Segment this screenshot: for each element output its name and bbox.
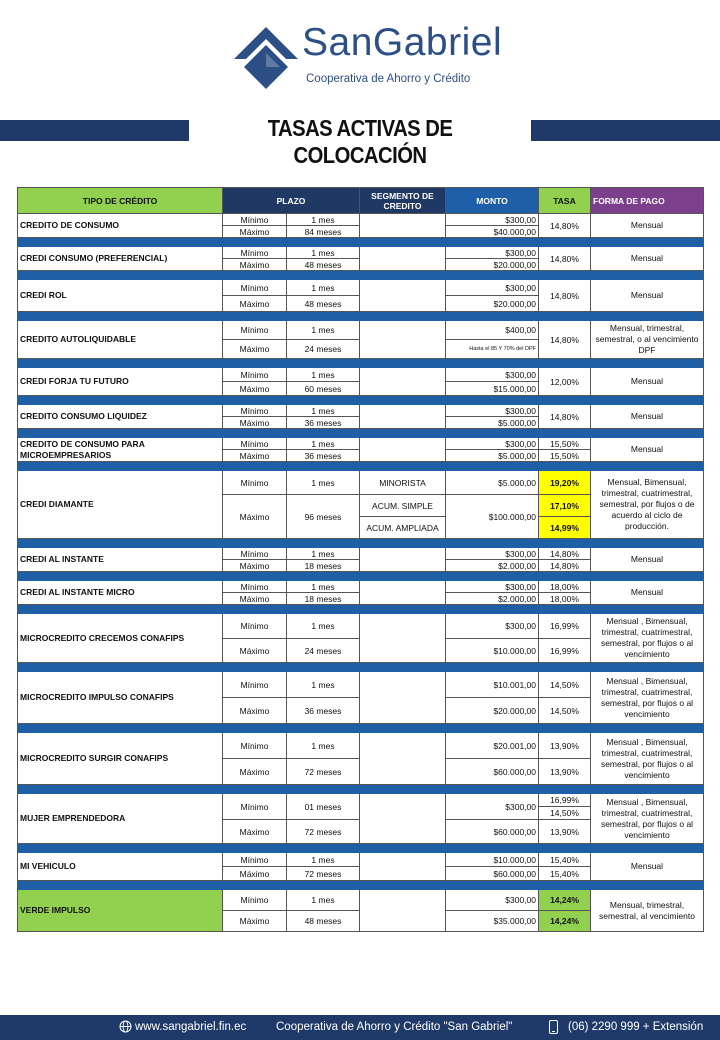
footer-org: Cooperativa de Ahorro y Crédito "San Gabriel" [276, 1021, 513, 1033]
brand-tagline: Cooperativa de Ahorro y Crédito [306, 73, 471, 85]
row-separator [18, 844, 704, 853]
min-monto: $400,00 [446, 321, 539, 340]
forma-pago: Mensual, Bimensual, trimestral, cuatrimestral, semestral, por flujos o de acuerdo al ciclo de producción. [591, 471, 704, 539]
min-monto: $300,00 [446, 247, 539, 259]
max-plazo: 72 meses [287, 820, 360, 844]
table-row [18, 247, 704, 259]
segment-cell [360, 321, 446, 359]
max-plazo: 36 meses [287, 698, 360, 724]
table-row [18, 733, 704, 759]
min-label: Mínimo [223, 548, 287, 560]
min-monto: $300,00 [446, 890, 539, 911]
row-separator [18, 312, 704, 321]
segment-cell [360, 548, 446, 572]
min-label: Mínimo [223, 368, 287, 382]
max-monto: $40.000,00 [446, 226, 539, 238]
min-label: Mínimo [223, 471, 287, 495]
table-row [18, 368, 704, 382]
min-plazo: 1 mes [287, 214, 360, 226]
product-name: CREDI DIAMANTE [18, 471, 223, 539]
min-tasa: 16,99% [539, 614, 591, 639]
table-row [18, 438, 704, 450]
max-monto: $2.000,00 [446, 560, 539, 572]
min-label: Mínimo [223, 890, 287, 911]
min-tasa: 14,50% [539, 672, 591, 698]
max-monto: $15.000,00 [446, 382, 539, 396]
table-row [18, 890, 704, 911]
tasa: 14,80% [539, 321, 591, 359]
product-name: CREDITO AUTOLIQUIDABLE [18, 321, 223, 359]
min-plazo: 1 mes [287, 368, 360, 382]
forma-pago: Mensual [591, 368, 704, 396]
min-plazo: 1 mes [287, 548, 360, 560]
footer-phone: (06) 2290 999 + Extensión [568, 1021, 704, 1033]
min-plazo: 1 mes [287, 853, 360, 867]
forma-pago: Mensual [591, 405, 704, 429]
min-tasa: 15,40% [539, 853, 591, 867]
max-label: Máximo [223, 698, 287, 724]
segment-cell [360, 247, 446, 271]
segment-cell [360, 214, 446, 238]
max-label: Máximo [223, 450, 287, 462]
header-tasa: TASA [539, 188, 591, 214]
forma-pago: Mensual [591, 581, 704, 605]
table-row [18, 321, 704, 340]
min-monto: $10.001,00 [446, 672, 539, 698]
brand-logo [232, 21, 503, 91]
tasa: 14,80% [539, 214, 591, 238]
max-tasa: 13,90% [539, 820, 591, 844]
rates-table [17, 187, 704, 932]
segment-cell [360, 581, 446, 605]
max-tasa: 14,50% [539, 698, 591, 724]
table-row [18, 614, 704, 639]
product-name: CREDI CONSUMO (PREFERENCIAL) [18, 247, 223, 271]
max-label: Máximo [223, 560, 287, 572]
max-label: Máximo [223, 639, 287, 663]
page-title: TASAS ACTIVAS DE COLOCACIÓN [267, 115, 453, 168]
product-name: CREDI AL INSTANTE [18, 548, 223, 572]
max-plazo: 96 meses [287, 495, 360, 539]
max-monto [446, 340, 539, 359]
max-label: Máximo [223, 340, 287, 359]
phone-icon [549, 1020, 558, 1034]
max-monto: $20.000,00 [446, 698, 539, 724]
min-label: Mínimo [223, 438, 287, 450]
min-plazo: 1 mes [287, 280, 360, 296]
segment-cell [360, 890, 446, 932]
row-separator [18, 396, 704, 405]
max-label: Máximo [223, 759, 287, 785]
min-tasa: 13,90% [539, 733, 591, 759]
min-monto: $300,00 [446, 214, 539, 226]
tasa: 14,80% [539, 280, 591, 312]
header-monto: MONTO [446, 188, 539, 214]
min-label: Mínimo [223, 405, 287, 417]
forma-pago: Mensual [591, 214, 704, 238]
tasa: 14,80% [539, 247, 591, 271]
table-row [18, 280, 704, 296]
min-plazo: 1 mes [287, 614, 360, 639]
min-label: Mínimo [223, 214, 287, 226]
max-label: Máximo [223, 820, 287, 844]
segment-cell [360, 280, 446, 312]
tasa-minorista: 19,20% [539, 471, 591, 495]
min-tasa: 14,24% [539, 890, 591, 911]
forma-pago: Mensual, trimestral, semestral, al vencimiento [591, 890, 704, 932]
max-plazo: 60 meses [287, 382, 360, 396]
min-monto: $300,00 [446, 438, 539, 450]
row-separator [18, 359, 704, 368]
table-row [18, 794, 704, 807]
min-plazo: 1 mes [287, 471, 360, 495]
max-label: Máximo [223, 911, 287, 932]
min-plazo: 1 mes [287, 247, 360, 259]
header-segmento: SEGMENTO DE CREDITO [360, 188, 446, 214]
min-monto: $20.001,00 [446, 733, 539, 759]
row-separator [18, 663, 704, 672]
max-label: Máximo [223, 296, 287, 312]
segment-cell [360, 368, 446, 396]
tasa-acum-simple: 17,10% [539, 495, 591, 517]
max-tasa: 13,90% [539, 759, 591, 785]
table-header-row [18, 188, 704, 214]
max-tasa: 15,50% [539, 450, 591, 462]
footer-bar [0, 1015, 720, 1040]
table-row [18, 471, 704, 495]
forma-pago: Mensual [591, 280, 704, 312]
table-row [18, 581, 704, 593]
row-separator [18, 539, 704, 548]
tasa: 12,00% [539, 368, 591, 396]
forma-pago: Mensual [591, 548, 704, 572]
min-monto: $300,00 [446, 368, 539, 382]
max-label: Máximo [223, 226, 287, 238]
min-label: Mínimo [223, 794, 287, 820]
min-plazo: 01 meses [287, 794, 360, 820]
min-plazo: 1 mes [287, 321, 360, 340]
max-monto: $2.000,00 [446, 593, 539, 605]
max-plazo: 48 meses [287, 911, 360, 932]
product-name: CREDITO DE CONSUMO [18, 214, 223, 238]
min-label: Mínimo [223, 321, 287, 340]
min-label: Mínimo [223, 853, 287, 867]
tasa-a: 16,99% [539, 794, 591, 807]
min-label: Mínimo [223, 614, 287, 639]
max-plazo: 18 meses [287, 593, 360, 605]
min-monto: $300,00 [446, 794, 539, 820]
max-tasa: 18,00% [539, 593, 591, 605]
max-label: Máximo [223, 867, 287, 881]
table-row [18, 672, 704, 698]
header-forma: FORMA DE PAGO [591, 188, 704, 214]
header-plazo: PLAZO [223, 188, 360, 214]
forma-pago: Mensual , Bimensual, trimestral, cuatrimestral, semestral, por flujos o al vencimiento [591, 794, 704, 844]
segment-acum-simple: ACUM. SIMPLE [360, 495, 446, 517]
product-name: MICROCREDITO CRECEMOS CONAFIPS [18, 614, 223, 663]
row-separator [18, 238, 704, 247]
min-plazo: 1 mes [287, 405, 360, 417]
min-monto: $5.000,00 [446, 471, 539, 495]
min-monto: $300,00 [446, 548, 539, 560]
min-label: Mínimo [223, 581, 287, 593]
segment-minorista: MINORISTA [360, 471, 446, 495]
max-label: Máximo [223, 593, 287, 605]
max-tasa: 15,40% [539, 867, 591, 881]
product-name: CREDI FORJA TU FUTURO [18, 368, 223, 396]
max-monto: $10.000,00 [446, 639, 539, 663]
segment-cell [360, 438, 446, 462]
row-separator [18, 572, 704, 581]
segment-cell [360, 405, 446, 429]
min-plazo: 1 mes [287, 733, 360, 759]
brand-name: SanGabriel [302, 21, 503, 64]
max-monto: $5.000,00 [446, 450, 539, 462]
product-name: CREDITO CONSUMO LIQUIDEZ [18, 405, 223, 429]
globe-icon [119, 1020, 132, 1033]
max-monto: $20.000,00 [446, 296, 539, 312]
table-row [18, 214, 704, 226]
max-monto: $20.000,00 [446, 259, 539, 271]
max-tasa: 16,99% [539, 639, 591, 663]
footer-website[interactable]: www.sangabriel.fin.ec [135, 1021, 247, 1033]
min-monto: $300,00 [446, 614, 539, 639]
min-monto: $10.000,00 [446, 853, 539, 867]
max-plazo: 36 meses [287, 450, 360, 462]
product-name: CREDI ROL [18, 280, 223, 312]
min-plazo: 1 mes [287, 581, 360, 593]
min-tasa: 18,00% [539, 581, 591, 593]
min-plazo: 1 mes [287, 890, 360, 911]
table-row [18, 853, 704, 867]
max-label: Máximo [223, 495, 287, 539]
forma-pago: Mensual , Bimensual, trimestral, cuatrimestral, semestral, por flujos o al vencimiento [591, 614, 704, 663]
title-band-left [0, 120, 189, 141]
max-plazo: 84 meses [287, 226, 360, 238]
max-plazo: 72 meses [287, 759, 360, 785]
min-plazo: 1 mes [287, 672, 360, 698]
max-plazo: 72 meses [287, 867, 360, 881]
tasa-acum-ampliada: 14,99% [539, 517, 591, 539]
forma-pago: Mensual [591, 853, 704, 881]
row-separator [18, 605, 704, 614]
min-label: Mínimo [223, 247, 287, 259]
product-name: CREDI AL INSTANTE MICRO [18, 581, 223, 605]
product-name: VERDE IMPULSO [18, 890, 223, 932]
product-name: MICROCREDITO IMPULSO CONAFIPS [18, 672, 223, 724]
min-tasa: 14,80% [539, 548, 591, 560]
title-band-right [531, 120, 720, 141]
row-separator [18, 785, 704, 794]
max-monto: $60.000,00 [446, 820, 539, 844]
min-monto: $300,00 [446, 581, 539, 593]
max-plazo: 24 meses [287, 639, 360, 663]
min-monto: $300,00 [446, 405, 539, 417]
product-name: MUJER EMPRENDEDORA [18, 794, 223, 844]
row-separator [18, 429, 704, 438]
max-monto-note: Hasta el 85 Y 70% del DPF [469, 346, 536, 352]
max-label: Máximo [223, 259, 287, 271]
forma-pago: Mensual , Bimensual, trimestral, cuatrimestral, semestral, por flujos o al vencimiento [591, 672, 704, 724]
max-monto: $35.000,00 [446, 911, 539, 932]
max-label: Máximo [223, 382, 287, 396]
forma-pago: Mensual , Bimensual, trimestral, cuatrimestral, semestral, por flujos o al vencimiento [591, 733, 704, 785]
row-separator [18, 271, 704, 280]
min-label: Mínimo [223, 733, 287, 759]
row-separator [18, 462, 704, 471]
logo-mark-icon [232, 25, 300, 91]
max-monto: $100.000,00 [446, 495, 539, 539]
table-row [18, 548, 704, 560]
forma-pago: Mensual, trimestral, semestral, o al vencimiento DPF [591, 321, 704, 359]
product-name: MICROCREDITO SURGIR CONAFIPS [18, 733, 223, 785]
product-name: MI VEHICULO [18, 853, 223, 881]
row-separator [18, 724, 704, 733]
segment-cell [360, 672, 446, 724]
segment-cell [360, 733, 446, 785]
max-monto: $60.000,00 [446, 867, 539, 881]
min-plazo: 1 mes [287, 438, 360, 450]
max-plazo: 48 meses [287, 296, 360, 312]
segment-acum-ampliada: ACUM. AMPLIADA [360, 517, 446, 539]
tasa-b: 14,50% [539, 807, 591, 820]
product-name: CREDITO DE CONSUMO PARA MICROEMPRESARIOS [18, 438, 223, 462]
tasa: 14,80% [539, 405, 591, 429]
max-tasa: 14,80% [539, 560, 591, 572]
segment-cell [360, 794, 446, 844]
min-label: Mínimo [223, 672, 287, 698]
max-plazo: 18 meses [287, 560, 360, 572]
max-plazo: 48 meses [287, 259, 360, 271]
header-tipo: TIPO DE CRÉDITO [18, 188, 223, 214]
min-label: Mínimo [223, 280, 287, 296]
segment-cell [360, 853, 446, 881]
segment-cell [360, 614, 446, 663]
forma-pago: Mensual [591, 247, 704, 271]
max-monto: $5.000,00 [446, 417, 539, 429]
row-separator [18, 881, 704, 890]
forma-pago: Mensual [591, 438, 704, 462]
max-label: Máximo [223, 417, 287, 429]
table-row [18, 405, 704, 417]
min-monto: $300,00 [446, 280, 539, 296]
max-plazo: 24 meses [287, 340, 360, 359]
max-tasa: 14,24% [539, 911, 591, 932]
max-plazo: 36 meses [287, 417, 360, 429]
min-tasa: 15,50% [539, 438, 591, 450]
max-monto: $60.000,00 [446, 759, 539, 785]
